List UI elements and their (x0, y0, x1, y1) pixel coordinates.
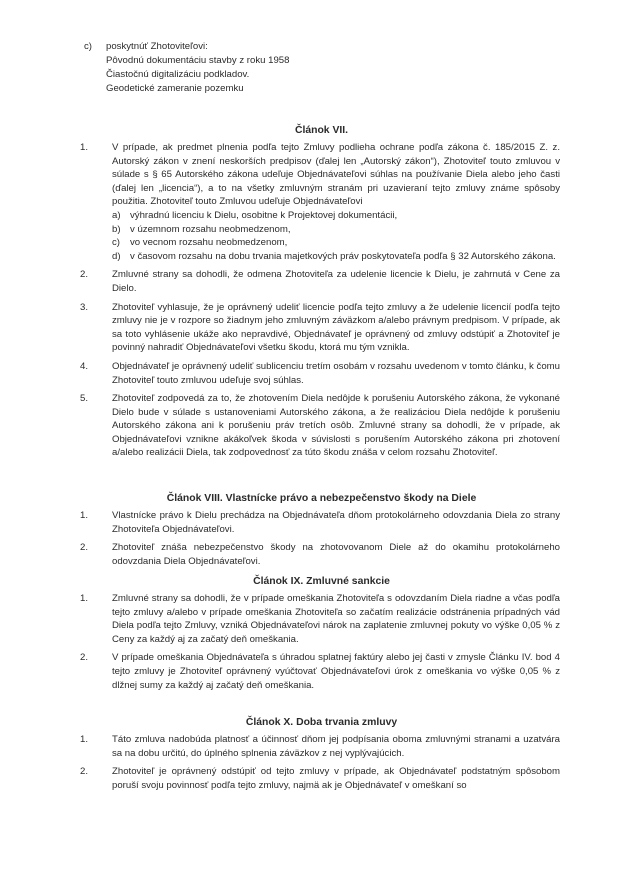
item-text: Zmluvné strany sa dohodli, že v prípade omeškania Zhotoviteľa s odovzdaním Diela riadne a včas podľa tejto zmluvy a/alebo v prípade omeškania Zhotoviteľa so začatím realizácie odstránenia prípadných vád Diela podľa tejto Zmluvy, vzniká Objednávateľovi nárok na zaplatenie zmluvnej pokuty vo výške 0,05 % z Ceny za každý aj za začatý deň omeškania. (112, 593, 560, 645)
article-item (80, 765, 560, 792)
item-text: Zmluvné strany sa dohodli, že odmena Zhotoviteľa za udelenie licencie k Dielu, je zahrnutá v Cene za Dielo. (112, 269, 560, 294)
intro-line: Čiastočnú digitalizáciu podkladov. (106, 69, 250, 80)
license-sublist (112, 209, 560, 263)
article-10-title: Článok X. Doba trvania zmluvy (245, 717, 398, 728)
item-number: 1. (80, 593, 89, 604)
item-number: 2. (80, 766, 89, 778)
sublist-item: b) v územnom rozsahu neobmedzenom, (112, 223, 291, 235)
sublist-item: a) výhradnú licenciu k Dielu, osobitne k Projektovej dokumentácii, (112, 209, 398, 221)
item-text: Zhotoviteľ je oprávnený odstúpiť od tejto zmluvy v prípade, ak Objednávateľ podstatným spôsobom poruší svoju povinnosť podľa tejto zmluvy, najmä ak je Objednávateľ v omeškaní so (112, 766, 560, 791)
article-8-items (80, 509, 560, 573)
article-item (80, 509, 560, 536)
article-item (80, 392, 560, 460)
item-number: 4. (80, 360, 89, 372)
article-item (80, 360, 560, 387)
item-number: 2. (80, 652, 89, 664)
intro-clause-c (84, 40, 289, 96)
intro-line: Pôvodnú dokumentáciu stavby z roku 1958 (106, 55, 290, 66)
intro-line: Geodetické zameranie pozemku (106, 83, 244, 94)
article-9-title: Článok IX. Zmluvné sankcie (253, 576, 390, 587)
item-text: Objednávateľ je oprávnený udeliť sublicenciu tretím osobám v rozsahu uvedenom v tomto článku, k čomu Zhotoviteľ touto zmluvou udeľuje svoj súhlas. (112, 360, 560, 386)
article-item (80, 651, 560, 692)
item-number: 1. (80, 142, 89, 153)
item-number: 1. (80, 510, 89, 521)
clause-letter: c) (84, 41, 92, 52)
item-number: 2. (80, 542, 89, 554)
article-item (80, 592, 560, 646)
article-item (80, 268, 560, 295)
sublist-item: d) v časovom rozsahu na dobu trvania majetkových práv poskytovateľa podľa § 32 Autorského zákona. (112, 250, 556, 262)
item-number: 2. (80, 269, 89, 281)
article-10-items (80, 733, 560, 797)
item-number: 3. (80, 301, 89, 313)
item-number: 5. (80, 393, 89, 405)
item-text: Zhotoviteľ znáša nebezpečenstvo škody na zhotovovanom Diele až do okamihu protokolárneho odovzdania Diela Objednávateľovi. (112, 542, 560, 567)
item-text: V prípade omeškania Objednávateľa s úhradou splatnej faktúry alebo jej časti v zmysle Článku IV. bod 4 tejto zmluvy je Zhotoviteľ oprávnený vyúčtovať Objednávateľovi úrok z omeškania vo výške 0,05 % z dlžnej sumy za každý aj začatý deň omeškania. (112, 652, 560, 691)
article-item (80, 733, 560, 760)
item-number: 1. (80, 734, 89, 745)
article-9-items (80, 592, 560, 697)
item-text: Zhotoviteľ zodpovedá za to, že zhotovením Diela nedôjde k porušeniu Autorského zákona, že vykonané Dielo bude v súlade s ustanoveniami Autorského zákona, a že realizáciou Diela nedôjde k porušeniu Autorského zákona ani k porušeniu práv tretích osôb. Zmluvné strany sa dohodli, že v prípade, ak Objednávateľovi vznikne akákoľvek škoda v súvislosti s porušením Autorského zákona pri zhotovení a/alebo realizácii Diela, tak zodpovednosť za túto škodu znáša v celom rozsahu Zhotoviteľ. (112, 393, 560, 459)
article-item (80, 541, 560, 568)
item-text: V prípade, ak predmet plnenia podľa tejto Zmluvy podlieha ochrane podľa zákona č. 185/2015 Z. z. Autorský zákon v znení neskorších predpisov (ďalej len „Autorský zákon“), Zhotoviteľ touto zmluvou v súlade s § 65 Autorského zákona udeľuje Objednávateľovi súhlas na používanie Diela alebo jeho časti (ďalej len „licencia“), a to na všetky zmluvným stranám pri uzavieraní tejto zmluvy známe spôsoby použitia. Zhotoviteľ touto Zmluvou udeľuje Objednávateľovi (112, 142, 560, 208)
article-item (80, 141, 560, 263)
item-text: Vlastnícke právo k Dielu prechádza na Objednávateľa dňom protokolárneho odovzdania Diela zo strany Zhotoviteľa Objednávateľovi. (112, 510, 560, 535)
item-text: Táto zmluva nadobúda platnosť a účinnosť dňom jej podpísania oboma zmluvnými stranami a uzatvára sa na dobu určitú, do úplného splnenia záväzkov z nej vyplývajúcich. (112, 734, 560, 759)
sublist-item: c) vo vecnom rozsahu neobmedzenom, (112, 237, 288, 249)
item-text: Zhotoviteľ vyhlasuje, že je oprávnený udeliť licencie podľa tejto zmluvy a že udelenie licencií podľa tejto zmluvy nie je v rozpore so žiadnym jeho zmluvným záväzkom a/alebo právnym predpisom. V prípade, ak sa toto vyhlásenie ukáže ako nepravdivé, Objednávateľ je oprávnený od zmluvy odstúpiť a Zhotoviteľ je povinný nahradiť Objednávateľovi všetku škodu, ktorá mu tým vznikla. (112, 301, 560, 354)
clause-heading: poskytnúť Zhotoviteľovi: (106, 41, 208, 52)
article-item (80, 301, 560, 355)
article-8-title: Článok VIII. Vlastnícke právo a nebezpečenstvo škody na Diele (166, 493, 477, 504)
article-7-title: Článok VII. (294, 125, 349, 136)
article-7-items (80, 141, 560, 465)
